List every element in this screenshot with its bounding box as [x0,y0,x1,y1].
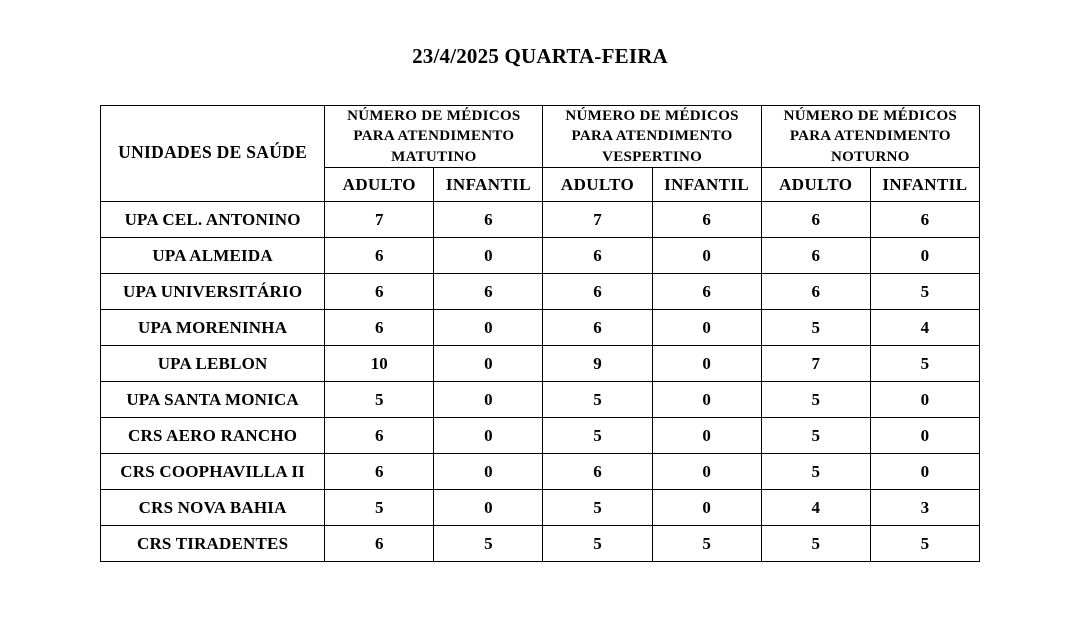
doctors-schedule-table [100,105,980,562]
cell-noturno-adulto: 6 [761,237,870,273]
cell-matutino-infantil: 0 [434,237,543,273]
table-row [101,417,980,453]
cell-matutino-adulto: 6 [325,417,434,453]
cell-unit-name: UPA UNIVERSITÁRIO [101,273,325,309]
cell-unit-name: CRS NOVA BAHIA [101,489,325,525]
cell-matutino-infantil: 0 [434,417,543,453]
cell-unit-name: CRS COOPHAVILLA II [101,453,325,489]
shift-header-line-1: NÚMERO DE MÉDICOS [783,108,958,124]
cell-matutino-adulto: 6 [325,273,434,309]
column-header-vespertino-adulto: ADULTO [543,167,652,201]
cell-noturno-adulto: 4 [761,489,870,525]
cell-noturno-infantil: 0 [870,237,979,273]
cell-unit-name: UPA ALMEIDA [101,237,325,273]
cell-vespertino-adulto: 5 [543,381,652,417]
cell-matutino-adulto: 6 [325,309,434,345]
cell-vespertino-infantil: 0 [652,237,761,273]
cell-vespertino-infantil: 0 [652,345,761,381]
cell-noturno-adulto: 7 [761,345,870,381]
cell-noturno-infantil: 3 [870,489,979,525]
table-row [101,309,980,345]
cell-noturno-adulto: 5 [761,381,870,417]
cell-noturno-adulto: 5 [761,453,870,489]
column-header-noturno-infantil: INFANTIL [870,167,979,201]
cell-unit-name: UPA SANTA MONICA [101,381,325,417]
column-header-units: UNIDADES DE SAÚDE [101,106,325,202]
cell-matutino-infantil: 0 [434,489,543,525]
cell-noturno-infantil: 6 [870,201,979,237]
shift-header-line-3: VESPERTINO [602,148,703,165]
cell-noturno-infantil: 0 [870,381,979,417]
column-header-shift-matutino [325,106,543,168]
cell-vespertino-adulto: 6 [543,237,652,273]
cell-matutino-adulto: 5 [325,381,434,417]
cell-noturno-adulto: 5 [761,525,870,561]
cell-noturno-adulto: 5 [761,417,870,453]
cell-matutino-infantil: 0 [434,345,543,381]
table-row [101,453,980,489]
cell-noturno-adulto: 6 [761,273,870,309]
cell-matutino-adulto: 6 [325,237,434,273]
cell-vespertino-adulto: 5 [543,417,652,453]
cell-matutino-infantil: 0 [434,453,543,489]
shift-header-line-2: PARA ATENDIMENTO [353,128,515,145]
cell-vespertino-infantil: 0 [652,453,761,489]
cell-vespertino-infantil: 0 [652,489,761,525]
cell-matutino-adulto: 5 [325,489,434,525]
cell-vespertino-adulto: 6 [543,453,652,489]
cell-matutino-adulto: 10 [325,345,434,381]
table-row [101,237,980,273]
cell-vespertino-adulto: 9 [543,345,652,381]
cell-unit-name: UPA CEL. ANTONINO [101,201,325,237]
cell-noturno-adulto: 5 [761,309,870,345]
table-head [101,106,980,202]
cell-unit-name: CRS TIRADENTES [101,525,325,561]
cell-matutino-infantil: 0 [434,381,543,417]
cell-vespertino-infantil: 0 [652,309,761,345]
cell-unit-name: CRS AERO RANCHO [101,417,325,453]
cell-matutino-infantil: 5 [434,525,543,561]
cell-matutino-adulto: 7 [325,201,434,237]
cell-vespertino-adulto: 7 [543,201,652,237]
column-header-vespertino-infantil: INFANTIL [652,167,761,201]
cell-vespertino-adulto: 5 [543,525,652,561]
table-row [101,381,980,417]
column-header-shift-noturno [761,106,979,168]
table-row [101,201,980,237]
shift-header-line-2: PARA ATENDIMENTO [789,128,951,145]
cell-noturno-infantil: 5 [870,273,979,309]
table-row [101,273,980,309]
cell-noturno-infantil: 5 [870,345,979,381]
column-header-noturno-adulto: ADULTO [761,167,870,201]
cell-vespertino-adulto: 5 [543,489,652,525]
cell-vespertino-infantil: 6 [652,201,761,237]
shift-header-line-2: PARA ATENDIMENTO [571,128,733,145]
cell-vespertino-infantil: 0 [652,381,761,417]
cell-vespertino-infantil: 0 [652,417,761,453]
table-row [101,489,980,525]
table-row [101,345,980,381]
cell-noturno-adulto: 6 [761,201,870,237]
cell-matutino-infantil: 0 [434,309,543,345]
page-title: 23/4/2025 QUARTA-FEIRA [412,44,668,68]
column-header-shift-vespertino [543,106,761,168]
cell-noturno-infantil: 5 [870,525,979,561]
column-header-matutino-adulto: ADULTO [325,167,434,201]
cell-matutino-infantil: 6 [434,201,543,237]
cell-vespertino-adulto: 6 [543,309,652,345]
cell-matutino-adulto: 6 [325,525,434,561]
table-container [100,69,980,562]
shift-header-line-3: NOTURNO [830,148,910,165]
cell-noturno-infantil: 4 [870,309,979,345]
cell-unit-name: UPA MORENINHA [101,309,325,345]
cell-vespertino-adulto: 6 [543,273,652,309]
table-header-row-shifts [101,106,980,168]
cell-unit-name: UPA LEBLON [101,345,325,381]
cell-vespertino-infantil: 6 [652,273,761,309]
cell-matutino-adulto: 6 [325,453,434,489]
shift-header-line-3: MATUTINO [391,148,477,165]
cell-noturno-infantil: 0 [870,417,979,453]
cell-matutino-infantil: 6 [434,273,543,309]
table-row [101,525,980,561]
table-body [101,201,980,561]
cell-vespertino-infantil: 5 [652,525,761,561]
cell-noturno-infantil: 0 [870,453,979,489]
column-header-matutino-infantil: INFANTIL [434,167,543,201]
shift-header-line-1: NÚMERO DE MÉDICOS [347,108,521,124]
shift-header-line-1: NÚMERO DE MÉDICOS [565,108,739,124]
